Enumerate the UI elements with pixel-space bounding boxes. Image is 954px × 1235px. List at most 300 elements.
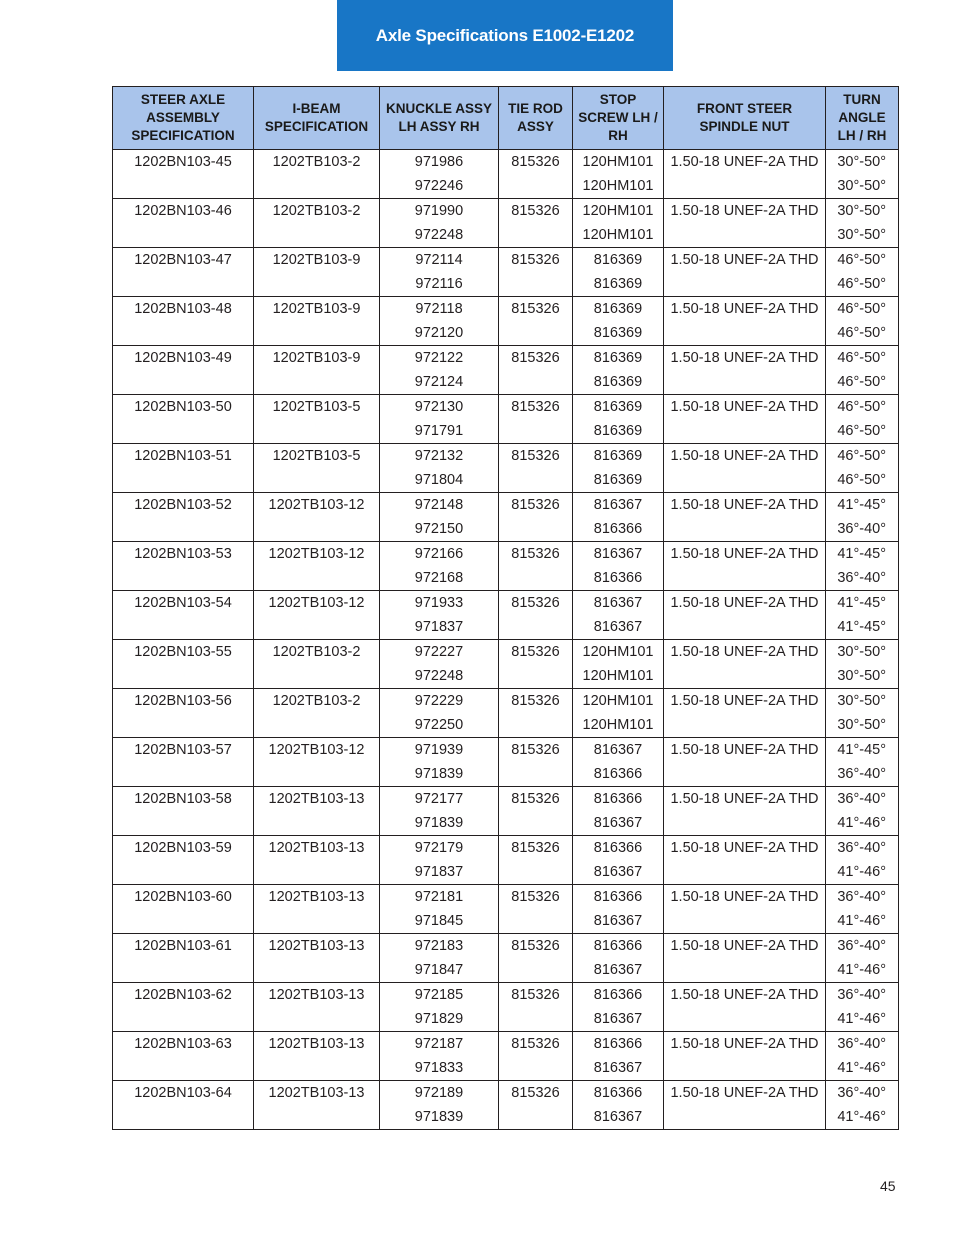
assembly-cell: 1202BN103-58 (113, 787, 254, 812)
stop-screw-cell: 816366 (573, 885, 664, 910)
turn-angle-cell: 41°-46° (826, 1056, 899, 1081)
table-header-row (113, 87, 899, 150)
stop-screw-cell: 816366 (573, 1032, 664, 1057)
knuckle-cell: 972116 (380, 272, 499, 297)
spindle-nut-cell (664, 713, 826, 738)
knuckle-cell: 972246 (380, 174, 499, 199)
ibeam-cell: 1202TB103-12 (254, 542, 380, 567)
knuckle-cell: 971839 (380, 762, 499, 787)
turn-angle-cell: 46°-50° (826, 395, 899, 420)
turn-angle-cell: 36°-40° (826, 1032, 899, 1057)
stop-screw-cell: 816367 (573, 811, 664, 836)
table-row (113, 762, 899, 787)
turn-angle-cell: 36°-40° (826, 983, 899, 1008)
spindle-nut-cell (664, 664, 826, 689)
tie-rod-cell: 815326 (499, 395, 573, 420)
turn-angle-cell: 36°-40° (826, 934, 899, 959)
knuckle-cell: 971833 (380, 1056, 499, 1081)
tie-rod-cell (499, 1056, 573, 1081)
table-row (113, 640, 899, 665)
stop-screw-cell: 816367 (573, 1105, 664, 1130)
stop-screw-cell: 816366 (573, 1081, 664, 1106)
knuckle-cell: 971804 (380, 468, 499, 493)
knuckle-cell: 971837 (380, 615, 499, 640)
assembly-cell (113, 664, 254, 689)
spindle-nut-cell: 1.50-18 UNEF-2A THD (664, 1081, 826, 1106)
stop-screw-cell: 816369 (573, 346, 664, 371)
assembly-cell (113, 174, 254, 199)
assembly-cell (113, 321, 254, 346)
turn-angle-cell: 30°-50° (826, 689, 899, 714)
assembly-cell: 1202BN103-48 (113, 297, 254, 322)
spindle-nut-cell: 1.50-18 UNEF-2A THD (664, 1032, 826, 1057)
turn-angle-cell: 41°-45° (826, 591, 899, 616)
table-row (113, 346, 899, 371)
table-row (113, 272, 899, 297)
knuckle-cell: 972118 (380, 297, 499, 322)
ibeam-cell (254, 517, 380, 542)
knuckle-cell: 972229 (380, 689, 499, 714)
table-row (113, 199, 899, 224)
stop-screw-cell: 816369 (573, 321, 664, 346)
tie-rod-cell: 815326 (499, 542, 573, 567)
stop-screw-cell: 816367 (573, 493, 664, 518)
spindle-nut-cell (664, 468, 826, 493)
table-row (113, 395, 899, 420)
assembly-cell: 1202BN103-56 (113, 689, 254, 714)
tie-rod-cell (499, 272, 573, 297)
stop-screw-cell: 120HM101 (573, 713, 664, 738)
assembly-cell (113, 762, 254, 787)
stop-screw-cell: 816366 (573, 787, 664, 812)
assembly-cell: 1202BN103-49 (113, 346, 254, 371)
knuckle-cell: 972130 (380, 395, 499, 420)
assembly-cell (113, 713, 254, 738)
stop-screw-cell: 816367 (573, 909, 664, 934)
table-header (113, 87, 899, 150)
tie-rod-cell (499, 370, 573, 395)
assembly-cell: 1202BN103-62 (113, 983, 254, 1008)
spindle-nut-cell: 1.50-18 UNEF-2A THD (664, 542, 826, 567)
table-row (113, 370, 899, 395)
knuckle-cell: 972148 (380, 493, 499, 518)
spindle-nut-cell: 1.50-18 UNEF-2A THD (664, 297, 826, 322)
stop-screw-cell: 816366 (573, 517, 664, 542)
tie-rod-cell (499, 174, 573, 199)
spindle-nut-cell (664, 272, 826, 297)
table-row (113, 1081, 899, 1106)
spindle-nut-cell: 1.50-18 UNEF-2A THD (664, 395, 826, 420)
assembly-cell: 1202BN103-45 (113, 150, 254, 175)
ibeam-cell (254, 713, 380, 738)
tie-rod-cell: 815326 (499, 199, 573, 224)
ibeam-cell (254, 615, 380, 640)
ibeam-cell (254, 664, 380, 689)
stop-screw-cell: 816367 (573, 542, 664, 567)
stop-screw-cell: 120HM101 (573, 689, 664, 714)
knuckle-cell: 972150 (380, 517, 499, 542)
turn-angle-cell: 46°-50° (826, 272, 899, 297)
stop-screw-cell: 816366 (573, 566, 664, 591)
ibeam-cell: 1202TB103-9 (254, 297, 380, 322)
ibeam-cell: 1202TB103-5 (254, 444, 380, 469)
spindle-nut-cell: 1.50-18 UNEF-2A THD (664, 199, 826, 224)
knuckle-cell: 972189 (380, 1081, 499, 1106)
table-row (113, 444, 899, 469)
ibeam-cell: 1202TB103-12 (254, 738, 380, 763)
table-row (113, 713, 899, 738)
assembly-cell (113, 1105, 254, 1130)
knuckle-cell: 971837 (380, 860, 499, 885)
ibeam-cell: 1202TB103-2 (254, 640, 380, 665)
turn-angle-cell: 46°-50° (826, 346, 899, 371)
table-row (113, 1032, 899, 1057)
ibeam-cell (254, 370, 380, 395)
assembly-cell (113, 566, 254, 591)
assembly-cell: 1202BN103-50 (113, 395, 254, 420)
table-row (113, 983, 899, 1008)
spindle-nut-cell: 1.50-18 UNEF-2A THD (664, 248, 826, 273)
assembly-cell: 1202BN103-60 (113, 885, 254, 910)
assembly-cell: 1202BN103-46 (113, 199, 254, 224)
stop-screw-cell: 120HM101 (573, 199, 664, 224)
tie-rod-cell (499, 762, 573, 787)
knuckle-cell: 971845 (380, 909, 499, 934)
tie-rod-cell: 815326 (499, 787, 573, 812)
turn-angle-cell: 36°-40° (826, 566, 899, 591)
table-row (113, 1056, 899, 1081)
turn-angle-cell: 41°-46° (826, 1105, 899, 1130)
spindle-nut-cell (664, 615, 826, 640)
knuckle-cell: 972227 (380, 640, 499, 665)
knuckle-cell: 972250 (380, 713, 499, 738)
table-row (113, 909, 899, 934)
ibeam-cell (254, 1007, 380, 1032)
ibeam-cell (254, 860, 380, 885)
turn-angle-cell: 46°-50° (826, 370, 899, 395)
assembly-cell (113, 517, 254, 542)
spindle-nut-cell (664, 174, 826, 199)
assembly-cell (113, 615, 254, 640)
ibeam-cell: 1202TB103-13 (254, 1032, 380, 1057)
turn-angle-cell: 36°-40° (826, 836, 899, 861)
assembly-cell (113, 272, 254, 297)
spindle-nut-cell: 1.50-18 UNEF-2A THD (664, 150, 826, 175)
table-row (113, 297, 899, 322)
spindle-nut-cell (664, 223, 826, 248)
spindle-nut-cell: 1.50-18 UNEF-2A THD (664, 885, 826, 910)
ibeam-cell (254, 958, 380, 983)
ibeam-cell (254, 762, 380, 787)
knuckle-cell: 972124 (380, 370, 499, 395)
page-title: Axle Specifications E1002-E1202 (375, 25, 635, 45)
tie-rod-cell: 815326 (499, 1032, 573, 1057)
turn-angle-cell: 36°-40° (826, 1081, 899, 1106)
table-row (113, 738, 899, 763)
stop-screw-cell: 120HM101 (573, 640, 664, 665)
ibeam-cell: 1202TB103-13 (254, 885, 380, 910)
stop-screw-cell: 120HM101 (573, 150, 664, 175)
turn-angle-cell: 30°-50° (826, 640, 899, 665)
stop-screw-cell: 816366 (573, 983, 664, 1008)
spindle-nut-cell: 1.50-18 UNEF-2A THD (664, 591, 826, 616)
tie-rod-cell: 815326 (499, 1081, 573, 1106)
assembly-cell: 1202BN103-52 (113, 493, 254, 518)
turn-angle-cell: 30°-50° (826, 664, 899, 689)
knuckle-cell: 971986 (380, 150, 499, 175)
tie-rod-cell (499, 615, 573, 640)
ibeam-cell: 1202TB103-12 (254, 591, 380, 616)
spindle-nut-cell: 1.50-18 UNEF-2A THD (664, 836, 826, 861)
tie-rod-cell: 815326 (499, 591, 573, 616)
stop-screw-cell: 816366 (573, 836, 664, 861)
stop-screw-cell: 816367 (573, 958, 664, 983)
stop-screw-cell: 816367 (573, 738, 664, 763)
spindle-nut-cell: 1.50-18 UNEF-2A THD (664, 640, 826, 665)
table-row (113, 664, 899, 689)
ibeam-cell: 1202TB103-13 (254, 787, 380, 812)
knuckle-cell: 971933 (380, 591, 499, 616)
column-header-tie-rod: TIE ROD ASSY (499, 87, 573, 150)
knuckle-cell: 972185 (380, 983, 499, 1008)
knuckle-cell: 972122 (380, 346, 499, 371)
knuckle-cell: 971829 (380, 1007, 499, 1032)
ibeam-cell (254, 1105, 380, 1130)
ibeam-cell (254, 223, 380, 248)
stop-screw-cell: 816369 (573, 419, 664, 444)
knuckle-cell: 971847 (380, 958, 499, 983)
assembly-cell (113, 1007, 254, 1032)
table-row (113, 787, 899, 812)
knuckle-cell: 972132 (380, 444, 499, 469)
knuckle-cell: 971839 (380, 1105, 499, 1130)
turn-angle-cell: 41°-45° (826, 542, 899, 567)
stop-screw-cell: 816369 (573, 248, 664, 273)
stop-screw-cell: 120HM101 (573, 664, 664, 689)
ibeam-cell (254, 321, 380, 346)
table-row (113, 419, 899, 444)
spindle-nut-cell (664, 1007, 826, 1032)
stop-screw-cell: 120HM101 (573, 174, 664, 199)
assembly-cell (113, 419, 254, 444)
spindle-nut-cell: 1.50-18 UNEF-2A THD (664, 493, 826, 518)
assembly-cell: 1202BN103-55 (113, 640, 254, 665)
spindle-nut-cell (664, 811, 826, 836)
spindle-nut-cell (664, 419, 826, 444)
stop-screw-cell: 816369 (573, 468, 664, 493)
tie-rod-cell: 815326 (499, 738, 573, 763)
table-row (113, 934, 899, 959)
turn-angle-cell: 30°-50° (826, 199, 899, 224)
tie-rod-cell (499, 860, 573, 885)
tie-rod-cell: 815326 (499, 885, 573, 910)
knuckle-cell: 972183 (380, 934, 499, 959)
knuckle-cell: 971791 (380, 419, 499, 444)
turn-angle-cell: 41°-45° (826, 738, 899, 763)
table-row (113, 689, 899, 714)
table-row (113, 493, 899, 518)
spindle-nut-cell (664, 566, 826, 591)
knuckle-cell: 972248 (380, 223, 499, 248)
stop-screw-cell: 816367 (573, 591, 664, 616)
knuckle-cell: 972248 (380, 664, 499, 689)
turn-angle-cell: 30°-50° (826, 713, 899, 738)
column-header-knuckle: KNUCKLE ASSY LH ASSY RH (380, 87, 499, 150)
turn-angle-cell: 36°-40° (826, 885, 899, 910)
tie-rod-cell: 815326 (499, 248, 573, 273)
ibeam-cell (254, 468, 380, 493)
turn-angle-cell: 41°-46° (826, 958, 899, 983)
table-row (113, 321, 899, 346)
spindle-nut-cell (664, 517, 826, 542)
turn-angle-cell: 41°-45° (826, 493, 899, 518)
column-header-ibeam: I-BEAM SPECIFICATION (254, 87, 380, 150)
knuckle-cell: 972177 (380, 787, 499, 812)
turn-angle-cell: 46°-50° (826, 297, 899, 322)
tie-rod-cell: 815326 (499, 689, 573, 714)
table-row (113, 860, 899, 885)
stop-screw-cell: 816369 (573, 444, 664, 469)
spindle-nut-cell (664, 1056, 826, 1081)
tie-rod-cell (499, 713, 573, 738)
ibeam-cell (254, 174, 380, 199)
ibeam-cell: 1202TB103-13 (254, 934, 380, 959)
stop-screw-cell: 816369 (573, 370, 664, 395)
turn-angle-cell: 46°-50° (826, 419, 899, 444)
assembly-cell: 1202BN103-64 (113, 1081, 254, 1106)
stop-screw-cell: 816366 (573, 934, 664, 959)
tie-rod-cell (499, 958, 573, 983)
assembly-cell (113, 909, 254, 934)
turn-angle-cell: 41°-46° (826, 1007, 899, 1032)
tie-rod-cell: 815326 (499, 640, 573, 665)
spindle-nut-cell: 1.50-18 UNEF-2A THD (664, 689, 826, 714)
assembly-cell: 1202BN103-47 (113, 248, 254, 273)
tie-rod-cell: 815326 (499, 836, 573, 861)
spindle-nut-cell: 1.50-18 UNEF-2A THD (664, 346, 826, 371)
assembly-cell (113, 860, 254, 885)
turn-angle-cell: 30°-50° (826, 150, 899, 175)
tie-rod-cell (499, 419, 573, 444)
knuckle-cell: 972179 (380, 836, 499, 861)
turn-angle-cell: 41°-46° (826, 860, 899, 885)
ibeam-cell: 1202TB103-12 (254, 493, 380, 518)
stop-screw-cell: 816367 (573, 1056, 664, 1081)
ibeam-cell (254, 909, 380, 934)
assembly-cell: 1202BN103-51 (113, 444, 254, 469)
ibeam-cell (254, 419, 380, 444)
assembly-cell (113, 1056, 254, 1081)
ibeam-cell (254, 811, 380, 836)
stop-screw-cell: 816369 (573, 395, 664, 420)
ibeam-cell: 1202TB103-13 (254, 983, 380, 1008)
table-body (113, 150, 899, 1130)
assembly-cell: 1202BN103-53 (113, 542, 254, 567)
ibeam-cell: 1202TB103-9 (254, 248, 380, 273)
table-row (113, 1105, 899, 1130)
tie-rod-cell: 815326 (499, 493, 573, 518)
turn-angle-cell: 46°-50° (826, 444, 899, 469)
tie-rod-cell (499, 566, 573, 591)
assembly-cell (113, 958, 254, 983)
ibeam-cell: 1202TB103-2 (254, 199, 380, 224)
spindle-nut-cell (664, 321, 826, 346)
turn-angle-cell: 41°-46° (826, 811, 899, 836)
assembly-cell: 1202BN103-61 (113, 934, 254, 959)
ibeam-cell (254, 1056, 380, 1081)
turn-angle-cell: 46°-50° (826, 321, 899, 346)
table-row (113, 542, 899, 567)
tie-rod-cell (499, 517, 573, 542)
table-row (113, 174, 899, 199)
spindle-nut-cell (664, 370, 826, 395)
knuckle-cell: 972114 (380, 248, 499, 273)
table-row (113, 517, 899, 542)
knuckle-cell: 972181 (380, 885, 499, 910)
tie-rod-cell (499, 1105, 573, 1130)
ibeam-cell: 1202TB103-5 (254, 395, 380, 420)
tie-rod-cell (499, 223, 573, 248)
spindle-nut-cell: 1.50-18 UNEF-2A THD (664, 444, 826, 469)
tie-rod-cell (499, 909, 573, 934)
tie-rod-cell (499, 468, 573, 493)
column-header-turn-angle: TURN ANGLE LH / RH (826, 87, 899, 150)
stop-screw-cell: 816369 (573, 297, 664, 322)
spindle-nut-cell: 1.50-18 UNEF-2A THD (664, 934, 826, 959)
table-row (113, 248, 899, 273)
ibeam-cell: 1202TB103-9 (254, 346, 380, 371)
table-row (113, 566, 899, 591)
assembly-cell: 1202BN103-59 (113, 836, 254, 861)
column-header-stop-screw: STOP SCREW LH / RH (573, 87, 664, 150)
table-row (113, 1007, 899, 1032)
tie-rod-cell: 815326 (499, 444, 573, 469)
stop-screw-cell: 816369 (573, 272, 664, 297)
assembly-cell: 1202BN103-54 (113, 591, 254, 616)
table-row (113, 836, 899, 861)
spindle-nut-cell (664, 860, 826, 885)
spindle-nut-cell (664, 762, 826, 787)
tie-rod-cell: 815326 (499, 297, 573, 322)
turn-angle-cell: 36°-40° (826, 762, 899, 787)
stop-screw-cell: 816367 (573, 860, 664, 885)
turn-angle-cell: 41°-46° (826, 909, 899, 934)
turn-angle-cell: 36°-40° (826, 517, 899, 542)
tie-rod-cell: 815326 (499, 983, 573, 1008)
knuckle-cell: 972166 (380, 542, 499, 567)
turn-angle-cell: 46°-50° (826, 468, 899, 493)
turn-angle-cell: 41°-45° (826, 615, 899, 640)
knuckle-cell: 972187 (380, 1032, 499, 1057)
tie-rod-cell: 815326 (499, 150, 573, 175)
axle-spec-table (112, 86, 899, 1130)
table-row (113, 958, 899, 983)
stop-screw-cell: 816367 (573, 615, 664, 640)
spindle-nut-cell: 1.50-18 UNEF-2A THD (664, 983, 826, 1008)
table-row (113, 223, 899, 248)
turn-angle-cell: 30°-50° (826, 223, 899, 248)
assembly-cell (113, 468, 254, 493)
ibeam-cell (254, 272, 380, 297)
assembly-cell (113, 811, 254, 836)
spindle-nut-cell: 1.50-18 UNEF-2A THD (664, 787, 826, 812)
table-row (113, 811, 899, 836)
tie-rod-cell (499, 321, 573, 346)
assembly-cell: 1202BN103-63 (113, 1032, 254, 1057)
ibeam-cell: 1202TB103-2 (254, 150, 380, 175)
table-row (113, 150, 899, 175)
table-row (113, 615, 899, 640)
